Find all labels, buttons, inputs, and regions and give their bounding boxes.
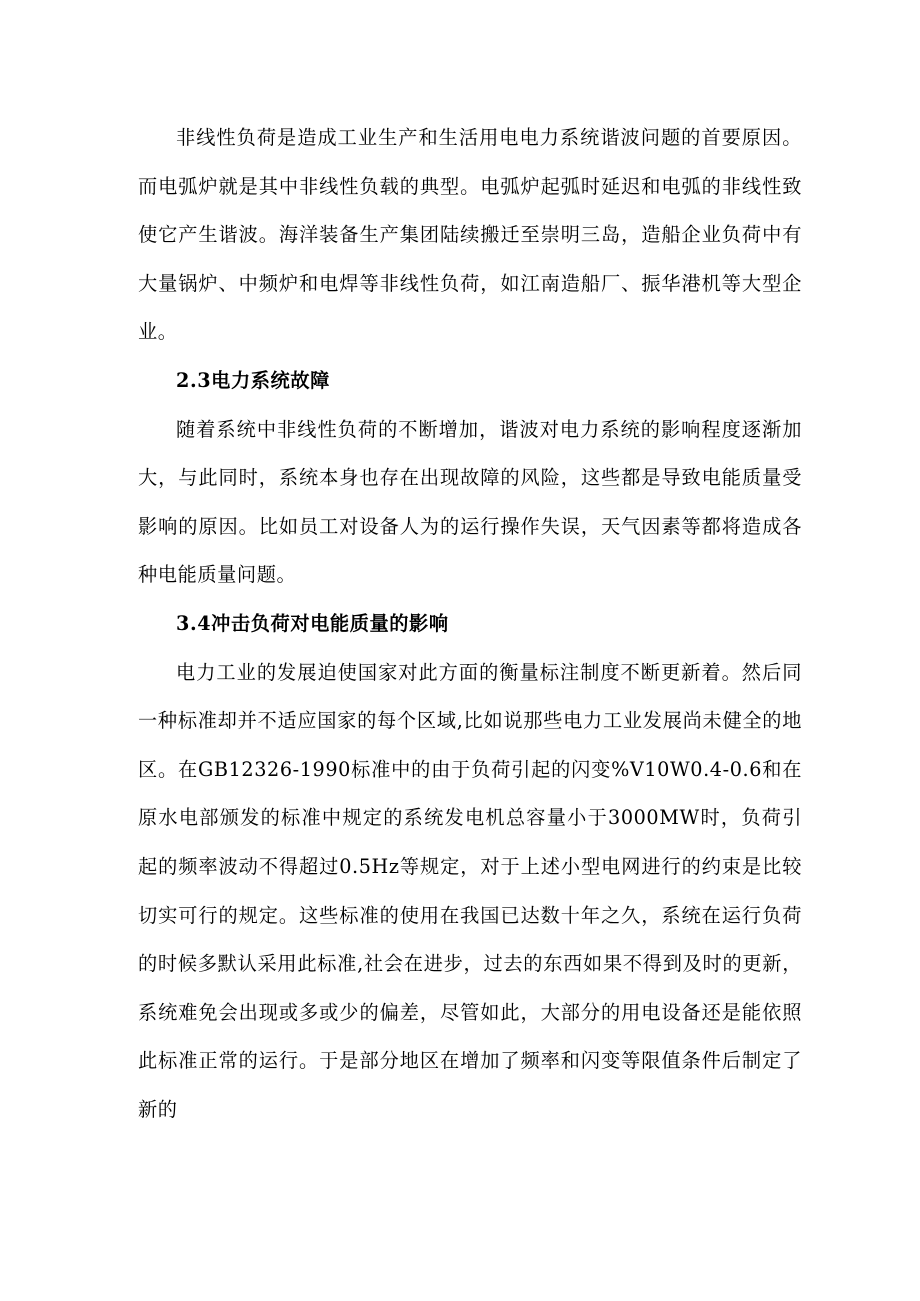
section-heading: 3.4冲击负荷对电能质量的影响 — [176, 611, 449, 635]
section-heading: 2.3电力系统故障 — [176, 368, 330, 392]
body-paragraph: 随着系统中非线性负荷的不断增加，谐波对电力系统的影响程度逐渐加大，与此同时，系统本身也存在出现故障的风险，这些都是导致电能质量受影响的原因。比如员工对设备人为的运行操作失误，天气因素等都将造成各种电能质量问题。 — [138, 417, 802, 587]
document-body — [138, 114, 802, 1134]
body-paragraph: 非线性负荷是造成工业生产和生活用电电力系统谐波问题的首要原因。而电弧炉就是其中非线性负载的典型。电弧炉起弧时延迟和电弧的非线性致使它产生谐波。海洋装备生产集团陆续搬迁至崇明三岛，造船企业负荷中有大量锅炉、中频炉和电焊等非线性负荷，如江南造船厂、振华港机等大型企业。 — [138, 126, 802, 344]
body-paragraph: 电力工业的发展迫使国家对此方面的衡量标注制度不断更新着。然后同一种标准却并不适应国家的每个区域,比如说那些电力工业发展尚未健全的地区。在GB12326-1990标准中的由于负荷引起的闪变%V10W0.4-0.6和在原水电部颁发的标准中规定的系统发电机总容量小于3000MW时，负荷引起的频率波动不得超过0.5Hz等规定，对于上述小型电网进行的约束是比较切实可行的规定。这些标准的使用在我国已达数十年之久，系统在运行负荷的时候多默认采用此标准,社会在进步，过去的东西如果不得到及时的更新，系统难免会出现或多或少的偏差，尽管如此，大部分的用电设备还是能依照此标准正常的运行。于是部分地区在增加了频率和闪变等限值条件后制定了新的 — [138, 660, 802, 1121]
